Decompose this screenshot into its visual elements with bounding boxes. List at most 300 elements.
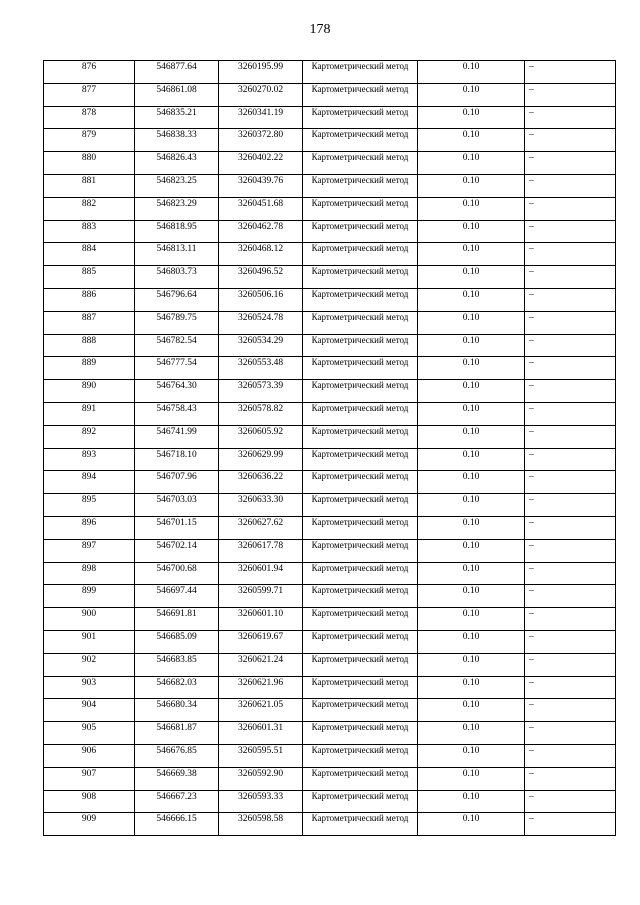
accuracy-text: 0.10: [462, 426, 480, 437]
x-coordinate-text: 546789.75: [156, 312, 197, 323]
point-number-text: 891: [81, 403, 97, 414]
method-text: Картометрический метод: [311, 334, 409, 345]
y-coordinate-cell: [219, 425, 303, 448]
x-coordinate-cell: [135, 790, 219, 813]
page-number: 178: [309, 22, 331, 37]
accuracy-text: 0.10: [462, 130, 480, 141]
y-coordinate-cell: [219, 311, 303, 334]
y-coordinate-text: 3260372.80: [237, 130, 284, 141]
x-coordinate-cell: [135, 380, 219, 403]
y-coordinate-cell: [219, 334, 303, 357]
y-coordinate-text: 3260506.16: [237, 289, 284, 300]
note-text: –: [529, 289, 534, 300]
method-cell: [303, 676, 418, 699]
method-cell: [303, 152, 418, 175]
point-number-text: 876: [81, 62, 97, 72]
y-coordinate-text: 3260451.68: [237, 198, 284, 209]
point-number-cell: [44, 630, 135, 653]
note-text: –: [529, 609, 534, 620]
method-cell: [303, 585, 418, 608]
point-number-cell: [44, 61, 135, 84]
table-row: [44, 288, 616, 311]
accuracy-text: 0.10: [462, 267, 480, 278]
note-text: –: [529, 791, 534, 802]
x-coordinate-text: 546826.43: [156, 153, 197, 164]
table-row: [44, 243, 616, 266]
y-coordinate-cell: [219, 790, 303, 813]
point-number-text: 897: [81, 540, 97, 551]
y-coordinate-cell: [219, 699, 303, 722]
table-row: [44, 676, 616, 699]
x-coordinate-text: 546838.33: [156, 130, 197, 141]
method-cell: [303, 722, 418, 745]
table-row: [44, 767, 616, 790]
note-text: –: [529, 540, 534, 551]
point-number-text: 879: [81, 130, 97, 141]
method-text: Картометрический метод: [311, 608, 409, 619]
accuracy-cell: [418, 722, 525, 745]
accuracy-cell: [418, 357, 525, 380]
note-text: –: [529, 472, 534, 483]
method-cell: [303, 61, 418, 84]
accuracy-text: 0.10: [462, 84, 480, 95]
accuracy-text: 0.10: [462, 198, 480, 209]
point-number-cell: [44, 676, 135, 699]
x-coordinate-text: 546835.21: [156, 107, 197, 118]
note-text: –: [529, 175, 534, 186]
point-number-text: 898: [81, 563, 97, 574]
note-cell: [525, 106, 616, 129]
accuracy-cell: [418, 448, 525, 471]
table-row: [44, 790, 616, 813]
x-coordinate-text: 546877.64: [156, 62, 197, 72]
y-coordinate-cell: [219, 562, 303, 585]
x-coordinate-text: 546666.15: [156, 814, 197, 825]
method-cell: [303, 380, 418, 403]
method-cell: [303, 630, 418, 653]
accuracy-cell: [418, 61, 525, 84]
accuracy-text: 0.10: [462, 654, 480, 665]
accuracy-text: 0.10: [462, 723, 480, 734]
note-cell: [525, 243, 616, 266]
y-coordinate-text: 3260601.94: [237, 563, 284, 574]
table-row: [44, 630, 616, 653]
x-coordinate-text: 546803.73: [156, 267, 197, 278]
method-text: Картометрический метод: [311, 197, 409, 208]
table-row: [44, 539, 616, 562]
method-text: Картометрический метод: [311, 699, 409, 710]
accuracy-text: 0.10: [462, 631, 480, 642]
accuracy-text: 0.10: [462, 495, 480, 506]
point-number-cell: [44, 425, 135, 448]
note-cell: [525, 494, 616, 517]
y-coordinate-text: 3260617.78: [237, 540, 284, 551]
table-row: [44, 471, 616, 494]
x-coordinate-cell: [135, 174, 219, 197]
x-coordinate-cell: [135, 425, 219, 448]
y-coordinate-text: 3260633.30: [237, 495, 284, 506]
table-row: [44, 516, 616, 539]
method-text: Картометрический метод: [311, 243, 409, 254]
note-text: –: [529, 586, 534, 597]
method-cell: [303, 699, 418, 722]
method-text: Картометрический метод: [311, 448, 409, 459]
table-row: [44, 220, 616, 243]
note-text: –: [529, 495, 534, 506]
point-number-text: 895: [81, 495, 97, 506]
note-cell: [525, 562, 616, 585]
method-cell: [303, 402, 418, 425]
table-row: [44, 813, 616, 836]
x-coordinate-cell: [135, 516, 219, 539]
accuracy-cell: [418, 152, 525, 175]
method-text: Картометрический метод: [311, 653, 409, 664]
accuracy-cell: [418, 790, 525, 813]
y-coordinate-text: 3260402.22: [237, 153, 284, 164]
y-coordinate-cell: [219, 813, 303, 836]
method-cell: [303, 653, 418, 676]
note-cell: [525, 585, 616, 608]
x-coordinate-text: 546703.03: [156, 495, 197, 506]
note-text: –: [529, 153, 534, 164]
point-number-cell: [44, 129, 135, 152]
y-coordinate-cell: [219, 197, 303, 220]
method-text: Картометрический метод: [311, 539, 409, 550]
y-coordinate-text: 3260573.39: [237, 381, 284, 392]
table-row: [44, 722, 616, 745]
method-text: Картометрический метод: [311, 630, 409, 641]
point-number-cell: [44, 790, 135, 813]
note-cell: [525, 288, 616, 311]
accuracy-cell: [418, 608, 525, 631]
method-text: Картометрический метод: [311, 585, 409, 596]
method-cell: [303, 744, 418, 767]
point-number-text: 908: [81, 791, 97, 802]
point-number-cell: [44, 653, 135, 676]
y-coordinate-text: 3260496.52: [237, 267, 284, 278]
accuracy-cell: [418, 334, 525, 357]
x-coordinate-text: 546685.09: [156, 631, 197, 642]
y-coordinate-cell: [219, 722, 303, 745]
y-coordinate-text: 3260629.99: [237, 449, 284, 460]
method-cell: [303, 471, 418, 494]
point-number-cell: [44, 197, 135, 220]
table-row: [44, 494, 616, 517]
note-cell: [525, 334, 616, 357]
note-text: –: [529, 198, 534, 209]
y-coordinate-cell: [219, 129, 303, 152]
accuracy-text: 0.10: [462, 175, 480, 186]
note-cell: [525, 197, 616, 220]
y-coordinate-text: 3260270.02: [237, 84, 284, 95]
point-number-cell: [44, 402, 135, 425]
x-coordinate-text: 546764.30: [156, 381, 197, 392]
accuracy-text: 0.10: [462, 791, 480, 802]
method-cell: [303, 106, 418, 129]
x-coordinate-cell: [135, 266, 219, 289]
point-number-cell: [44, 220, 135, 243]
x-coordinate-text: 546823.29: [156, 198, 197, 209]
table-row: [44, 425, 616, 448]
x-coordinate-text: 546707.96: [156, 472, 197, 483]
method-cell: [303, 174, 418, 197]
note-cell: [525, 357, 616, 380]
method-text: Картометрический метод: [311, 266, 409, 277]
x-coordinate-text: 546681.87: [156, 723, 197, 734]
table-row: [44, 83, 616, 106]
note-cell: [525, 744, 616, 767]
x-coordinate-cell: [135, 83, 219, 106]
table-row: [44, 699, 616, 722]
point-number-cell: [44, 722, 135, 745]
x-coordinate-text: 546682.03: [156, 677, 197, 688]
x-coordinate-text: 546680.34: [156, 700, 197, 711]
point-number-text: 906: [81, 745, 97, 756]
x-coordinate-cell: [135, 608, 219, 631]
y-coordinate-text: 3260598.58: [237, 814, 284, 825]
x-coordinate-text: 546669.38: [156, 768, 197, 779]
point-number-text: 890: [81, 381, 97, 392]
y-coordinate-cell: [219, 630, 303, 653]
x-coordinate-text: 546813.11: [156, 244, 197, 255]
method-cell: [303, 539, 418, 562]
accuracy-cell: [418, 288, 525, 311]
method-cell: [303, 129, 418, 152]
accuracy-cell: [418, 243, 525, 266]
point-number-text: 881: [81, 175, 97, 186]
x-coordinate-text: 546861.08: [156, 84, 197, 95]
method-cell: [303, 288, 418, 311]
x-coordinate-cell: [135, 676, 219, 699]
x-coordinate-text: 546718.10: [156, 449, 197, 460]
y-coordinate-text: 3260599.71: [237, 586, 284, 597]
method-text: Картометрический метод: [311, 106, 409, 117]
method-text: Картометрический метод: [311, 152, 409, 163]
y-coordinate-text: 3260636.22: [237, 472, 284, 483]
note-text: –: [529, 426, 534, 437]
x-coordinate-cell: [135, 220, 219, 243]
table-row: [44, 129, 616, 152]
method-text: Картометрический метод: [311, 61, 409, 71]
accuracy-cell: [418, 197, 525, 220]
method-text: Картометрический метод: [311, 744, 409, 755]
x-coordinate-cell: [135, 129, 219, 152]
note-text: –: [529, 631, 534, 642]
point-number-text: 907: [81, 768, 97, 779]
note-text: –: [529, 654, 534, 665]
y-coordinate-cell: [219, 744, 303, 767]
y-coordinate-text: 3260341.19: [237, 107, 284, 118]
method-cell: [303, 266, 418, 289]
x-coordinate-cell: [135, 767, 219, 790]
note-text: –: [529, 84, 534, 95]
accuracy-text: 0.10: [462, 403, 480, 414]
y-coordinate-text: 3260605.92: [237, 426, 284, 437]
accuracy-text: 0.10: [462, 700, 480, 711]
point-number-text: 896: [81, 517, 97, 528]
note-cell: [525, 767, 616, 790]
accuracy-text: 0.10: [462, 289, 480, 300]
note-cell: [525, 790, 616, 813]
point-number-text: 880: [81, 153, 97, 164]
x-coordinate-cell: [135, 699, 219, 722]
point-number-cell: [44, 744, 135, 767]
method-cell: [303, 516, 418, 539]
method-text: Картометрический метод: [311, 380, 409, 391]
y-coordinate-cell: [219, 152, 303, 175]
note-cell: [525, 813, 616, 836]
method-text: Картометрический метод: [311, 357, 409, 368]
note-cell: [525, 174, 616, 197]
note-cell: [525, 608, 616, 631]
note-text: –: [529, 403, 534, 414]
y-coordinate-text: 3260619.67: [237, 631, 284, 642]
accuracy-cell: [418, 402, 525, 425]
method-cell: [303, 767, 418, 790]
method-cell: [303, 311, 418, 334]
y-coordinate-text: 3260627.62: [237, 517, 284, 528]
note-text: –: [529, 677, 534, 688]
note-cell: [525, 311, 616, 334]
x-coordinate-text: 546818.95: [156, 221, 197, 232]
note-cell: [525, 630, 616, 653]
point-number-text: 905: [81, 723, 97, 734]
accuracy-text: 0.10: [462, 609, 480, 620]
note-cell: [525, 448, 616, 471]
point-number-text: 900: [81, 609, 97, 620]
note-text: –: [529, 335, 534, 346]
method-cell: [303, 425, 418, 448]
y-coordinate-cell: [219, 539, 303, 562]
y-coordinate-text: 3260593.33: [237, 791, 284, 802]
method-text: Картометрический метод: [311, 722, 409, 733]
point-number-text: 894: [81, 472, 97, 483]
x-coordinate-cell: [135, 585, 219, 608]
point-number-text: 888: [81, 335, 97, 346]
note-cell: [525, 129, 616, 152]
note-text: –: [529, 358, 534, 369]
note-cell: [525, 699, 616, 722]
table-row: [44, 311, 616, 334]
method-text: Картометрический метод: [311, 813, 409, 824]
note-cell: [525, 152, 616, 175]
accuracy-cell: [418, 699, 525, 722]
method-text: Картометрический метод: [311, 676, 409, 687]
y-coordinate-cell: [219, 380, 303, 403]
method-cell: [303, 197, 418, 220]
accuracy-text: 0.10: [462, 586, 480, 597]
y-coordinate-cell: [219, 676, 303, 699]
point-number-text: 909: [81, 814, 97, 825]
accuracy-cell: [418, 813, 525, 836]
y-coordinate-text: 3260621.05: [237, 700, 284, 711]
x-coordinate-cell: [135, 152, 219, 175]
x-coordinate-text: 546676.85: [156, 745, 197, 756]
y-coordinate-text: 3260462.78: [237, 221, 284, 232]
table-row: [44, 653, 616, 676]
x-coordinate-text: 546777.54: [156, 358, 197, 369]
method-cell: [303, 448, 418, 471]
x-coordinate-cell: [135, 334, 219, 357]
accuracy-text: 0.10: [462, 745, 480, 756]
y-coordinate-text: 3260195.99: [237, 62, 284, 72]
accuracy-cell: [418, 562, 525, 585]
x-coordinate-text: 546702.14: [156, 540, 197, 551]
point-number-cell: [44, 243, 135, 266]
note-cell: [525, 61, 616, 84]
accuracy-cell: [418, 220, 525, 243]
table-row: [44, 174, 616, 197]
point-number-text: 878: [81, 107, 97, 118]
x-coordinate-text: 546796.64: [156, 289, 197, 300]
accuracy-text: 0.10: [462, 335, 480, 346]
table-row: [44, 380, 616, 403]
y-coordinate-text: 3260592.90: [237, 768, 284, 779]
accuracy-cell: [418, 494, 525, 517]
method-text: Картометрический метод: [311, 402, 409, 413]
table-row: [44, 334, 616, 357]
x-coordinate-cell: [135, 311, 219, 334]
point-number-cell: [44, 767, 135, 790]
y-coordinate-text: 3260553.48: [237, 358, 284, 369]
point-number-text: 887: [81, 312, 97, 323]
y-coordinate-text: 3260468.12: [237, 244, 284, 255]
method-cell: [303, 790, 418, 813]
method-text: Картометрический метод: [311, 83, 409, 94]
x-coordinate-text: 546701.15: [156, 517, 197, 528]
x-coordinate-cell: [135, 106, 219, 129]
accuracy-text: 0.10: [462, 563, 480, 574]
x-coordinate-cell: [135, 61, 219, 84]
point-number-cell: [44, 608, 135, 631]
method-text: Картометрический метод: [311, 516, 409, 527]
note-text: –: [529, 130, 534, 141]
table-row: [44, 266, 616, 289]
y-coordinate-text: 3260534.29: [237, 335, 284, 346]
point-number-text: 899: [81, 586, 97, 597]
accuracy-text: 0.10: [462, 677, 480, 688]
accuracy-text: 0.10: [462, 62, 480, 72]
point-number-text: 903: [81, 677, 97, 688]
x-coordinate-cell: [135, 630, 219, 653]
note-cell: [525, 402, 616, 425]
point-number-text: 885: [81, 267, 97, 278]
x-coordinate-cell: [135, 243, 219, 266]
x-coordinate-cell: [135, 471, 219, 494]
method-cell: [303, 334, 418, 357]
note-text: –: [529, 312, 534, 323]
point-number-cell: [44, 266, 135, 289]
accuracy-text: 0.10: [462, 244, 480, 255]
note-text: –: [529, 244, 534, 255]
note-cell: [525, 471, 616, 494]
accuracy-cell: [418, 744, 525, 767]
accuracy-cell: [418, 539, 525, 562]
x-coordinate-cell: [135, 494, 219, 517]
accuracy-cell: [418, 471, 525, 494]
note-cell: [525, 380, 616, 403]
accuracy-cell: [418, 266, 525, 289]
x-coordinate-text: 546700.68: [156, 563, 197, 574]
y-coordinate-cell: [219, 174, 303, 197]
accuracy-cell: [418, 311, 525, 334]
accuracy-cell: [418, 630, 525, 653]
accuracy-cell: [418, 174, 525, 197]
y-coordinate-cell: [219, 767, 303, 790]
point-number-cell: [44, 813, 135, 836]
y-coordinate-cell: [219, 448, 303, 471]
method-cell: [303, 608, 418, 631]
